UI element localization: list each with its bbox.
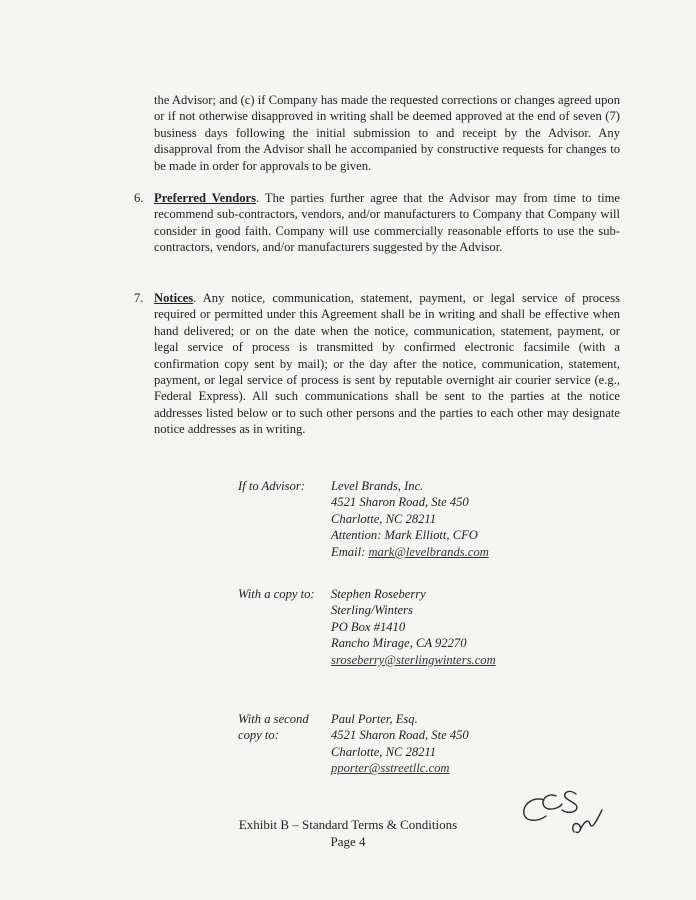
copy1-line-1: Stephen Roseberry (331, 587, 426, 601)
section-7-paragraph (154, 290, 620, 438)
copy1-address (331, 586, 496, 668)
advisor-email-prefix: Email: (331, 544, 369, 559)
footer-page-number: Page 4 (330, 834, 366, 849)
copy2-label (238, 711, 309, 744)
advisor-address (331, 478, 489, 560)
section-6-heading: Preferred Vendors (154, 191, 257, 205)
copy2-label-line-1: With a second (238, 712, 309, 726)
copy2-line-1: Paul Porter, Esq. (331, 712, 418, 726)
advisor-email-line (331, 544, 489, 560)
advisor-line-2: 4521 Sharon Road, Ste 450 (331, 495, 469, 510)
section-6-body: . The parties further agree that the Advisor may from time to time recommend sub-contractors, vendors, and/or manufacturers to Company that Company will consider in good faith. Company will use commercially reasonable efforts to use the sub-contractors, vendors, and/or manufacturers suggested by the Advisor. (154, 191, 620, 255)
handwritten-initials-signature (518, 782, 614, 840)
advisor-line-4: Attention: Mark Elliott, CFO (331, 528, 478, 543)
footer-exhibit-title: Exhibit B – Standard Terms & Conditions (238, 817, 458, 832)
copy2-line-3: Charlotte, NC 28211 (331, 744, 437, 759)
copy2-label-line-2: copy to: (238, 728, 279, 743)
copy1-line-2: Sterling/Winters (331, 603, 413, 618)
section-7-body: . Any notice, communication, statement, payment, or legal service of process required or permitted under this Agreement shall be in writing and shall be effective when hand delivered; or on the date when the notice, communication, statement, payment, or legal service of process is transmitted by confirmed electronic facsimile (with a confirmation copy sent by mail); or the day after the notice, communication, statement, payment, or legal service of process is sent by reputable overnight air courier service (e.g., Federal Express). All such communications shall be sent to the parties at the notice addresses listed below or to such other persons and the parties to each other may designate notice addresses as in writing. (154, 291, 620, 437)
section-6-number: 6. (134, 191, 144, 205)
copy1-line-4: Rancho Mirage, CA 92270 (331, 636, 467, 651)
advisor-line-1: Level Brands, Inc. (331, 479, 424, 493)
copy2-address (331, 711, 469, 777)
advisor-line-3: Charlotte, NC 28211 (331, 511, 437, 526)
section-7-number: 7. (134, 291, 144, 305)
section-6-paragraph (154, 190, 620, 256)
copy1-line-3: PO Box #1410 (331, 619, 406, 634)
advisor-label: If to Advisor: (238, 479, 305, 493)
copy2-line-2: 4521 Sharon Road, Ste 450 (331, 728, 469, 743)
advisor-email-link[interactable]: mark@levelbrands.com (368, 544, 489, 559)
continued-paragraph: the Advisor; and (c) if Company has made the requested corrections or changes agreed upon or if not otherwise disapproved in writing shall be deemed approved at the end of seven (7) business days following the initial submission to and receipt by the Advisor. Any disapproval from the Advisor shall he accompanied by constructive requests for changes to be made in order for approvals to be given. (154, 93, 620, 173)
section-7-heading: Notices (154, 291, 194, 305)
copy1-email-link[interactable]: sroseberry@sterlingwinters.com (331, 652, 496, 667)
copy1-label: With a copy to: (238, 587, 315, 601)
copy2-email-link[interactable]: pporter@sstreetllc.com (331, 761, 450, 776)
